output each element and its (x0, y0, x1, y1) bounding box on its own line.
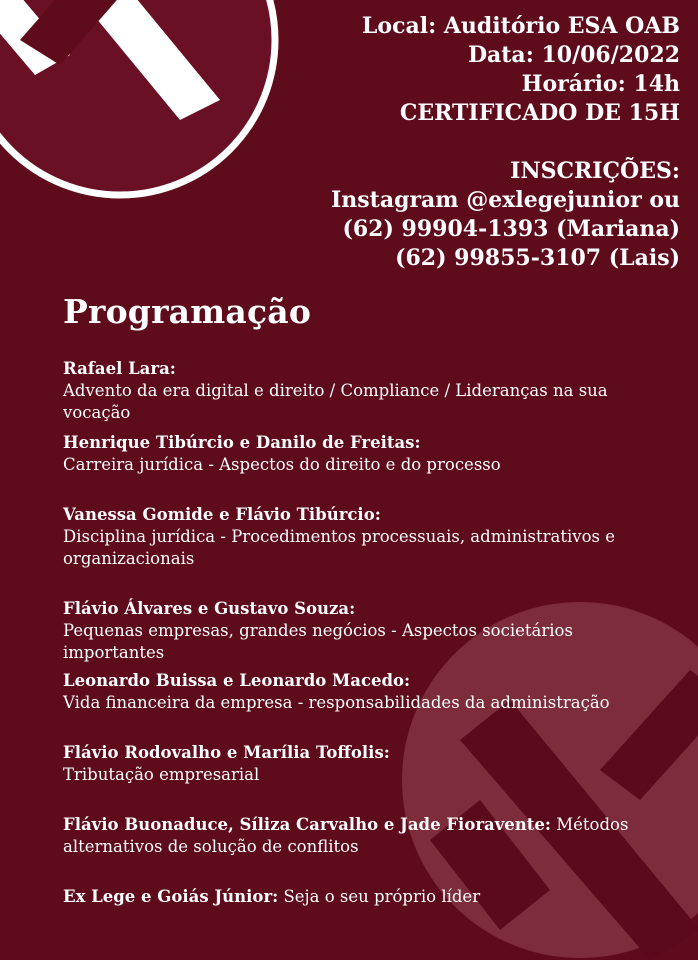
program-item (63, 670, 663, 714)
program-topic: Seja o seu próprio líder (278, 887, 481, 906)
registration-phone-1: (62) 99904-1393 (Mariana) (342, 216, 680, 242)
event-info (331, 12, 680, 273)
program-speakers: Henrique Tibúrcio e Danilo de Freitas: (63, 433, 421, 452)
program-item (63, 358, 663, 424)
program-item (63, 742, 663, 786)
program-title: Programação (63, 292, 312, 331)
program-speakers: Leonardo Buissa e Leonardo Macedo: (63, 671, 411, 690)
program-item (63, 814, 663, 858)
program-topic: Métodos alternativos de solução de conflitos (63, 815, 629, 856)
program-item (63, 886, 663, 908)
registration-phone-2: (62) 99855-3107 (Lais) (395, 245, 680, 271)
program-topic: Vida financeira da empresa - responsabilidades da administração (63, 693, 610, 712)
program-topic: Carreira jurídica - Aspectos do direito e do processo (63, 455, 501, 474)
event-location: Local: Auditório ESA OAB (361, 13, 680, 39)
event-certificate: CERTIFICADO DE 15H (399, 100, 680, 126)
program-speakers: Flávio Álvares e Gustavo Souza: (63, 599, 356, 618)
program-speakers: Flávio Buonaduce, Síliza Carvalho e Jade Fioravente: (63, 815, 551, 834)
program-topic: Pequenas empresas, grandes negócios - Aspectos societários importantes (63, 621, 573, 662)
program-topic: Disciplina jurídica - Procedimentos processuais, administrativos e organizacionais (63, 527, 616, 568)
registration-instagram: Instagram @exlegejunior ou (330, 187, 680, 213)
program-speakers: Flávio Rodovalho e Marília Toffolis: (63, 743, 390, 762)
program-topic: Tributação empresarial (63, 765, 260, 784)
program-speakers: Ex Lege e Goiás Júnior: (63, 887, 279, 906)
program-schedule (63, 358, 663, 908)
logo-emblem-top (0, 0, 300, 200)
program-item (63, 432, 663, 476)
program-topic: Advento da era digital e direito / Compliance / Lideranças na sua vocação (63, 381, 608, 422)
program-item (63, 504, 663, 570)
event-date: Data: 10/06/2022 (467, 42, 680, 68)
registration-heading: INSCRIÇÕES: (510, 158, 680, 184)
event-time: Horário: 14h (521, 71, 680, 97)
program-item (63, 598, 663, 664)
program-speakers: Rafael Lara: (63, 359, 176, 378)
program-speakers: Vanessa Gomide e Flávio Tibúrcio: (63, 505, 381, 524)
